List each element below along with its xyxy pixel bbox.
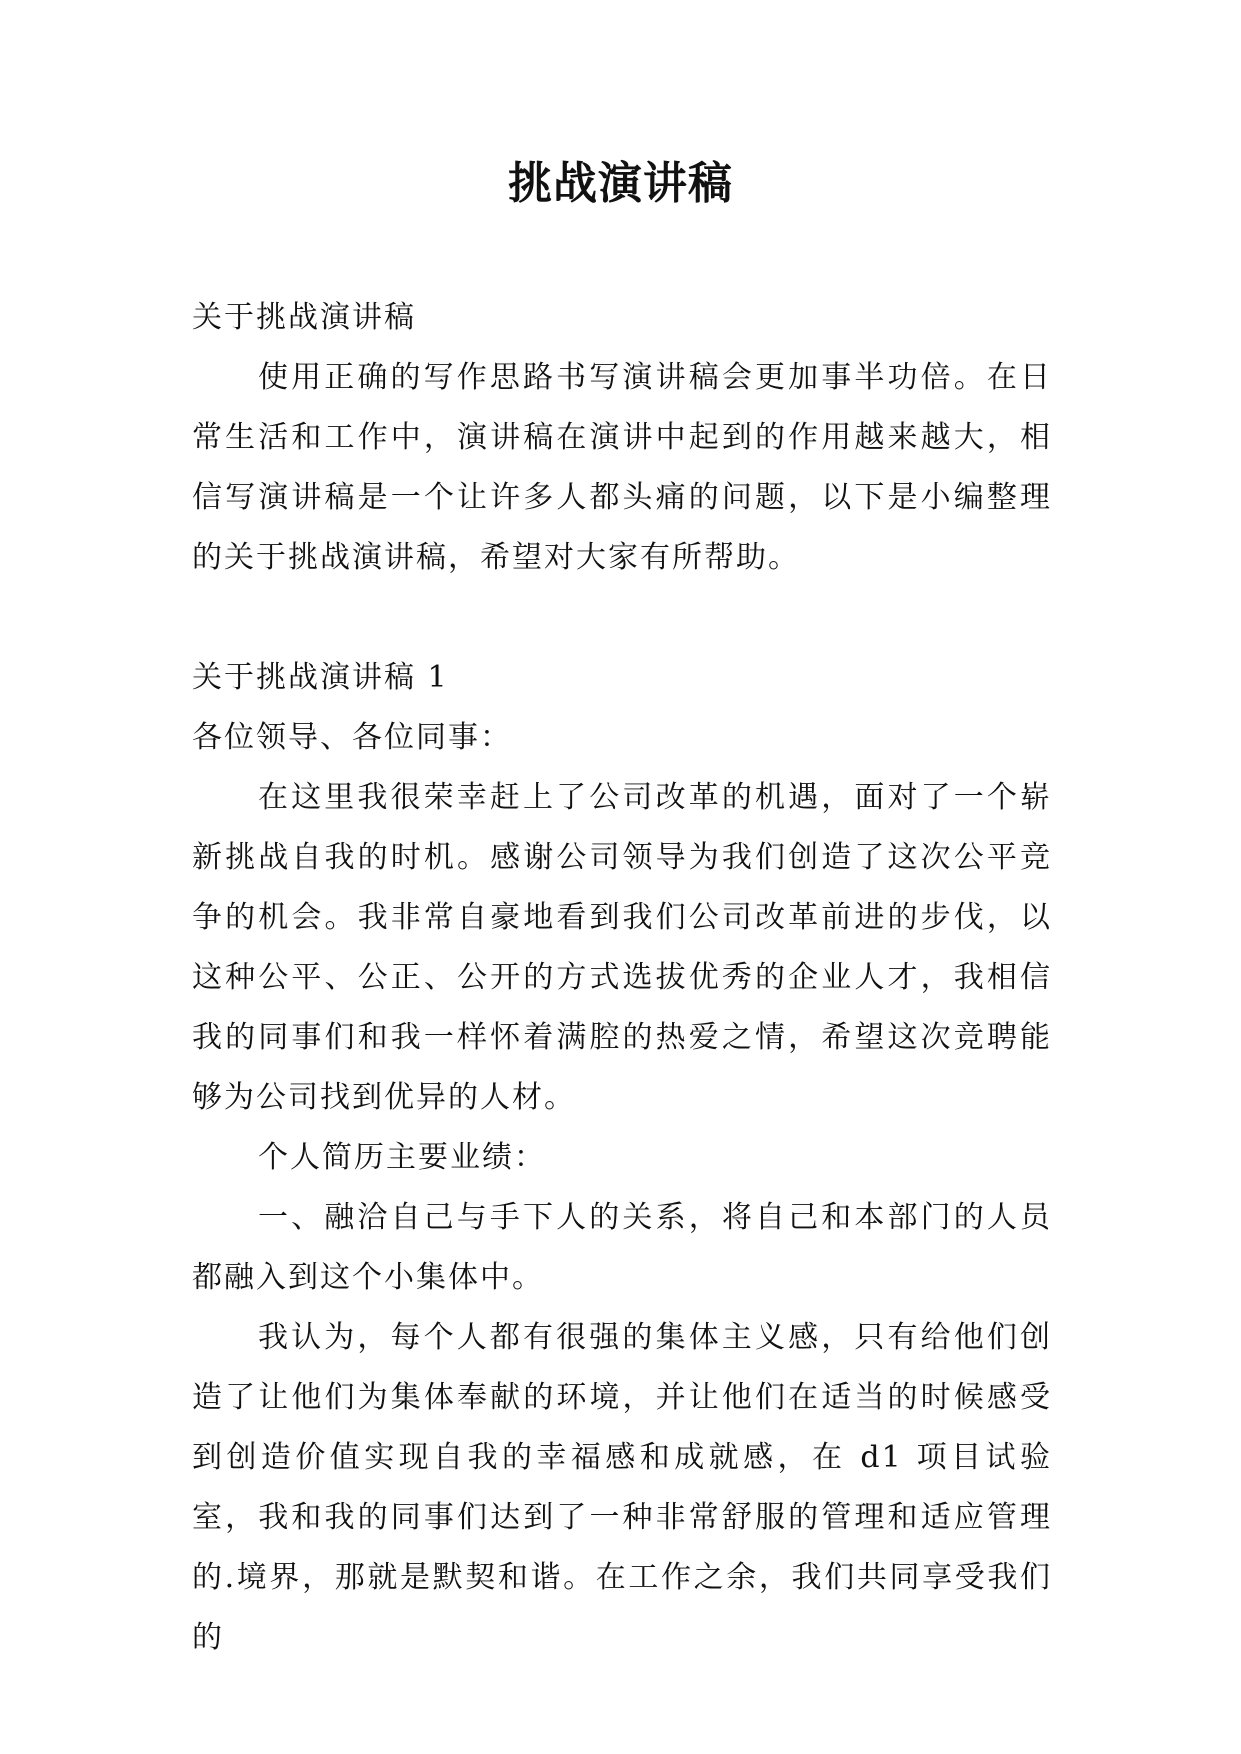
document-title: 挑战演讲稿	[508, 158, 733, 209]
intro-heading: 关于挑战演讲稿	[192, 300, 416, 335]
body-paragraph-3: 一、融洽自己与手下人的关系，将自己和本部门的人员都融入到这个小集体中。	[192, 1200, 1052, 1295]
section-heading: 关于挑战演讲稿 1	[192, 660, 449, 695]
document-body	[192, 288, 1052, 1668]
body-paragraph-1: 在这里我很荣幸赶上了公司改革的机遇，面对了一个崭新挑战自我的时机。感谢公司领导为我们创造了这次公平竞争的机会。我非常自豪地看到我们公司改革前进的步伐，以这种公平、公正、公开的方式选拔优秀的企业人才，我相信我的同事们和我一样怀着满腔的热爱之情，希望这次竞聘能够为公司找到优异的人材。	[192, 780, 1052, 1115]
paragraph-spacer	[192, 588, 1052, 648]
body-paragraph-2: 个人简历主要业绩：	[258, 1140, 546, 1175]
body-paragraph-4: 我认为，每个人都有很强的集体主义感，只有给他们创造了让他们为集体奉献的环境，并让他们在适当的时候感受到创造价值实现自我的幸福感和成就感，在 d1 项目试验室，我和我的同事们达到了一种非常舒服的管理和适应管理的.境界，那就是默契和谐。在工作之余，我们共同享受我们的	[192, 1320, 1052, 1655]
intro-paragraph: 使用正确的写作思路书写演讲稿会更加事半功倍。在日常生活和工作中，演讲稿在演讲中起到的作用越来越大，相信写演讲稿是一个让许多人都头痛的问题，以下是小编整理的关于挑战演讲稿，希望对大家有所帮助。	[192, 360, 1052, 575]
salutation: 各位领导、各位同事：	[192, 720, 512, 755]
